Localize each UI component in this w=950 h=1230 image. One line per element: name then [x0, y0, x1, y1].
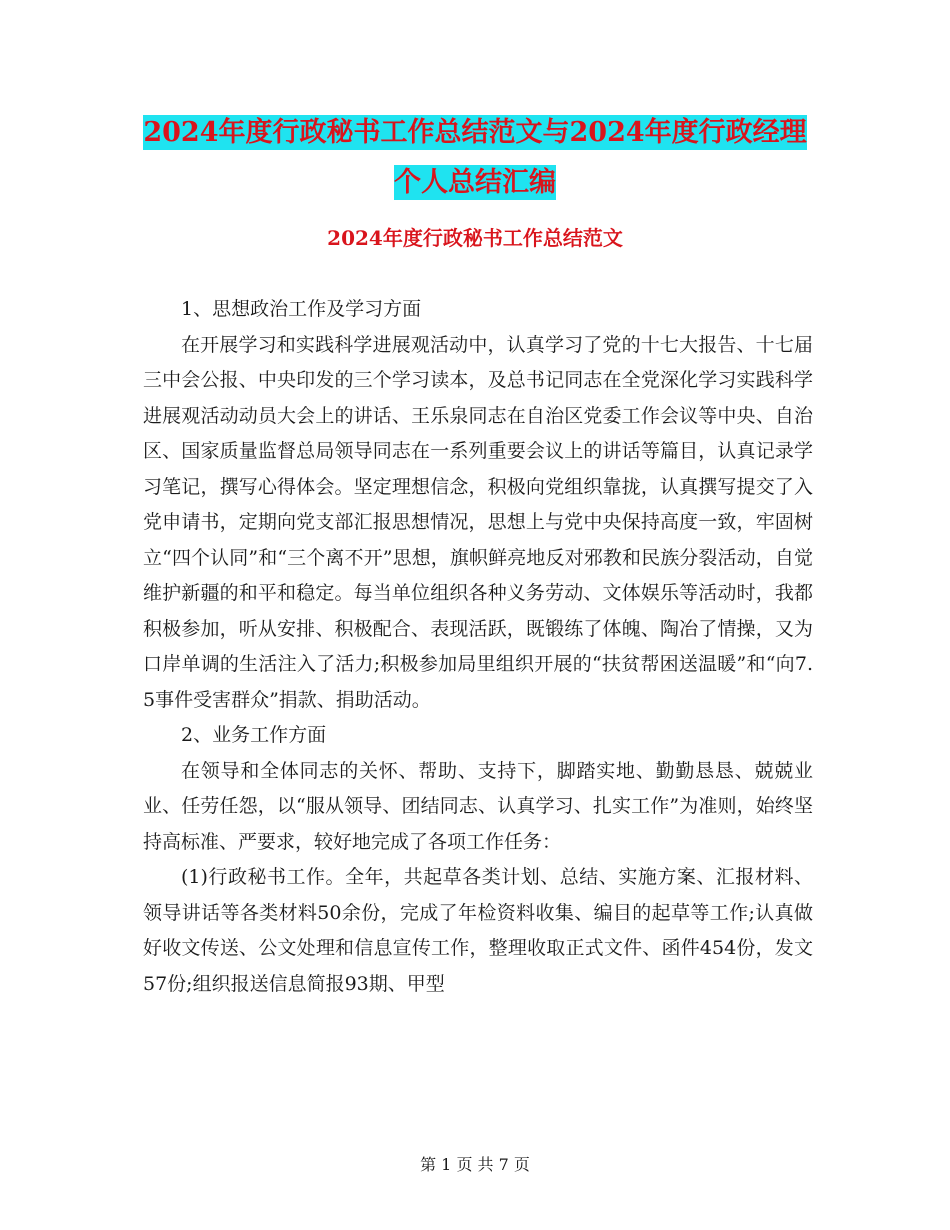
paragraph: 在领导和全体同志的关怀、帮助、支持下，脚踏实地、勤勤恳恳、兢兢业业、任劳任怨，以“服从领导、团结同志、认真学习、扎实工作”为准则，始终坚持高标准、严要求，较好地完成了各项工作任务： [143, 759, 813, 853]
paragraph: (1)行政秘书工作。全年，共起草各类计划、总结、实施方案、汇报材料、领导讲话等各类材料50余份，完成了年检资料收集、编目的起草等工作;认真做好收文传送、公文处理和信息宣传工作，整理收取正式文件、函件454份，发文57份;组织报送信息简报93期、甲型 [143, 866, 813, 995]
document-title [0, 108, 950, 208]
paragraph: 在开展学习和实践科学进展观活动中，认真学习了党的十七大报告、十七届三中会公报、中央印发的三个学习读本，及总书记同志在全党深化学习实践科学进展观活动动员大会上的讲话、王乐泉同志在自治区党委工作会议等中央、自治区、国家质量监督总局领导同志在一系列重要会议上的讲话等篇目，认真记录学习笔记，撰写心得体会。坚定理想信念，积极向党组织靠拢，认真撰写提交了入党申请书，定期向党支部汇报思想情况，思想上与党中央保持高度一致，牢固树立“四个认同”和“三个离不开”思想，旗帜鲜亮地反对邪教和民族分裂活动，自觉维护新疆的和平和稳定。每当单位组织各种义务劳动、文体娱乐等活动时，我都积极参加，听从安排、积极配合、表现活跃，既锻练了体魄、陶冶了情操，又为口岸单调的生活注入了活力;积极参加局里组织开展的“扶贫帮困送温暖”和“向7.5事件受害群众”捐款、捐助活动。 [143, 333, 813, 711]
document-title-line-1: 2024年度行政秘书工作总结范文与2024年度行政经理 [143, 117, 807, 148]
paragraph-heading-2: 2、业务工作方面 [181, 724, 327, 746]
page-footer: 第 1 页 共 7 页 [420, 1155, 530, 1174]
paragraph-heading-1: 1、思想政治工作及学习方面 [181, 298, 422, 320]
document-title-line-2: 个人总结汇编 [394, 167, 556, 198]
document-body [143, 292, 813, 1002]
section-title: 2024年度行政秘书工作总结范文 [327, 226, 623, 250]
